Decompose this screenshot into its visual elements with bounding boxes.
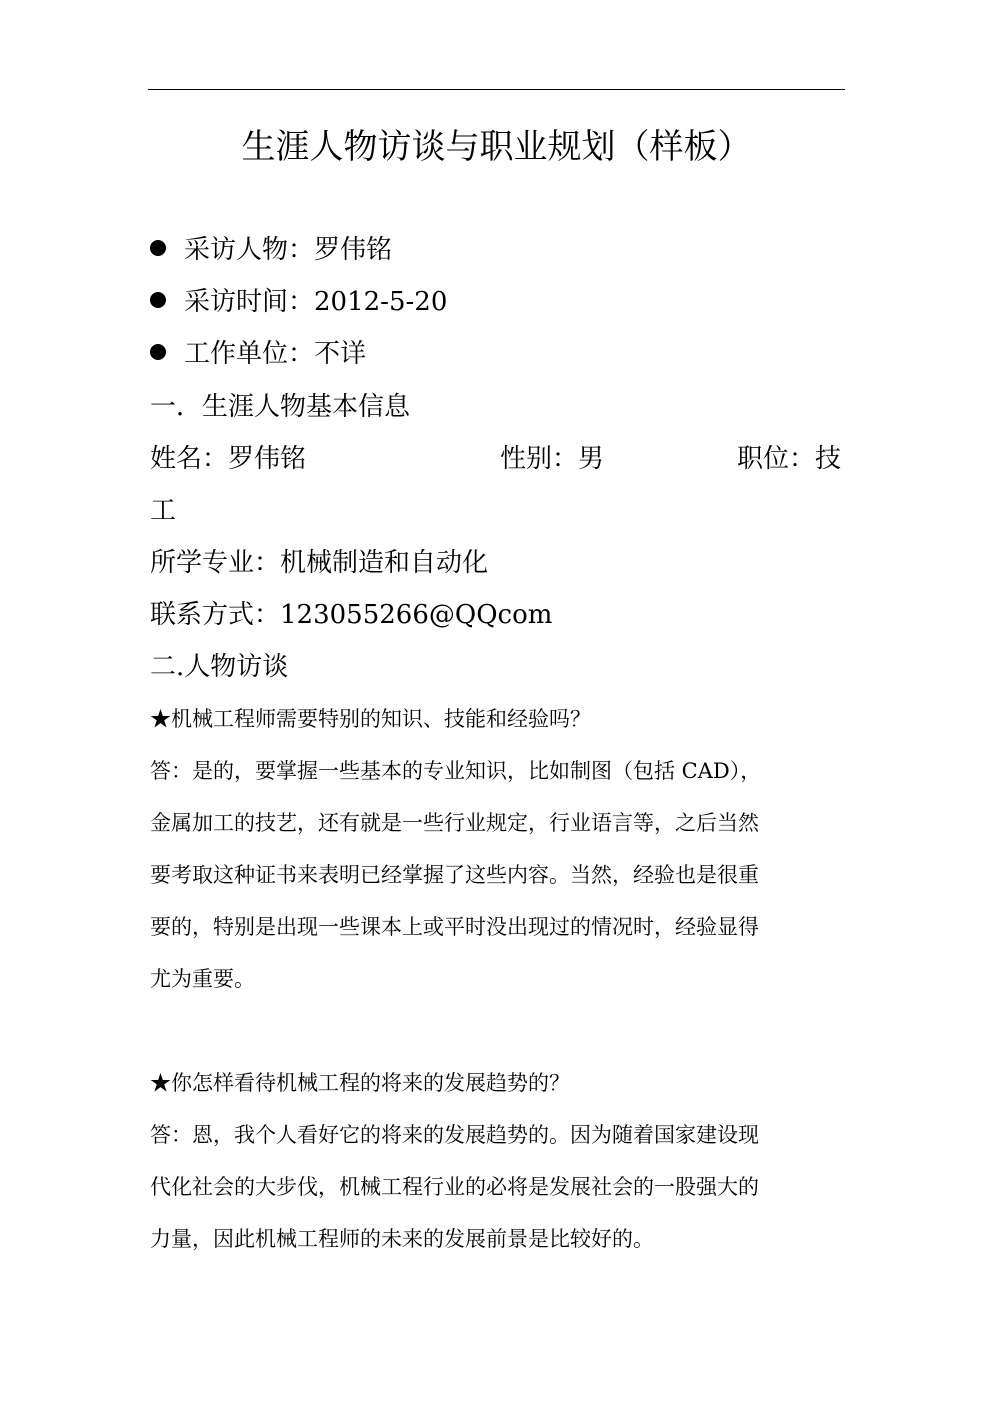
gender-field: 性别：男 bbox=[500, 444, 605, 474]
interview-time-item bbox=[150, 285, 447, 319]
bullet-icon bbox=[150, 240, 166, 256]
position-field: 职位：技 bbox=[737, 444, 842, 474]
answer-2-line: 代化社会的大步伐，机械工程行业的必将是发展社会的一股强大的 bbox=[150, 1175, 759, 1199]
bullet-icon bbox=[150, 292, 166, 308]
interview-time-text: 采访时间：2012-5-20 bbox=[184, 287, 448, 317]
section1-heading: 一．生涯人物基本信息 bbox=[150, 392, 411, 422]
interviewee-text: 采访人物：罗伟铭 bbox=[184, 235, 393, 265]
bullet-icon bbox=[150, 344, 166, 360]
answer-1-line: 要考取这种证书来表明已经掌握了这些内容。当然，经验也是很重 bbox=[150, 863, 759, 887]
work-unit-item bbox=[150, 337, 366, 371]
interviewee-item bbox=[150, 233, 392, 267]
document-title: 生涯人物访谈与职业规划（样板） bbox=[241, 127, 752, 167]
question-2: ★你怎样看待机械工程的将来的发展趋势的？ bbox=[150, 1071, 570, 1095]
answer-2-line: 力量，因此机械工程师的未来的发展前景是比较好的。 bbox=[150, 1227, 654, 1251]
contact-field: 联系方式：123055266@QQcom bbox=[150, 600, 553, 630]
question-1: ★机械工程师需要特别的知识、技能和经验吗？ bbox=[150, 707, 591, 731]
answer-1-line: 要的，特别是出现一些课本上或平时没出现过的情况时，经验显得 bbox=[150, 915, 759, 939]
work-unit-text: 工作单位：不详 bbox=[184, 339, 367, 369]
answer-1-line: 尤为重要。 bbox=[150, 967, 255, 991]
header-rule bbox=[148, 89, 845, 90]
answer-2-line: 答：恩，我个人看好它的将来的发展趋势的。因为随着国家建设现 bbox=[150, 1123, 759, 1147]
answer-1-line: 金属加工的技艺，还有就是一些行业规定，行业语言等，之后当然 bbox=[150, 811, 759, 835]
major-field: 所学专业：机械制造和自动化 bbox=[150, 548, 489, 578]
section2-heading: 二.人物访谈 bbox=[150, 652, 289, 682]
name-field: 姓名：罗伟铭 bbox=[150, 444, 307, 474]
position-field-wrap: 工 bbox=[150, 496, 177, 526]
answer-1-line: 答：是的，要掌握一些基本的专业知识，比如制图（包括 CAD）， bbox=[150, 759, 762, 783]
